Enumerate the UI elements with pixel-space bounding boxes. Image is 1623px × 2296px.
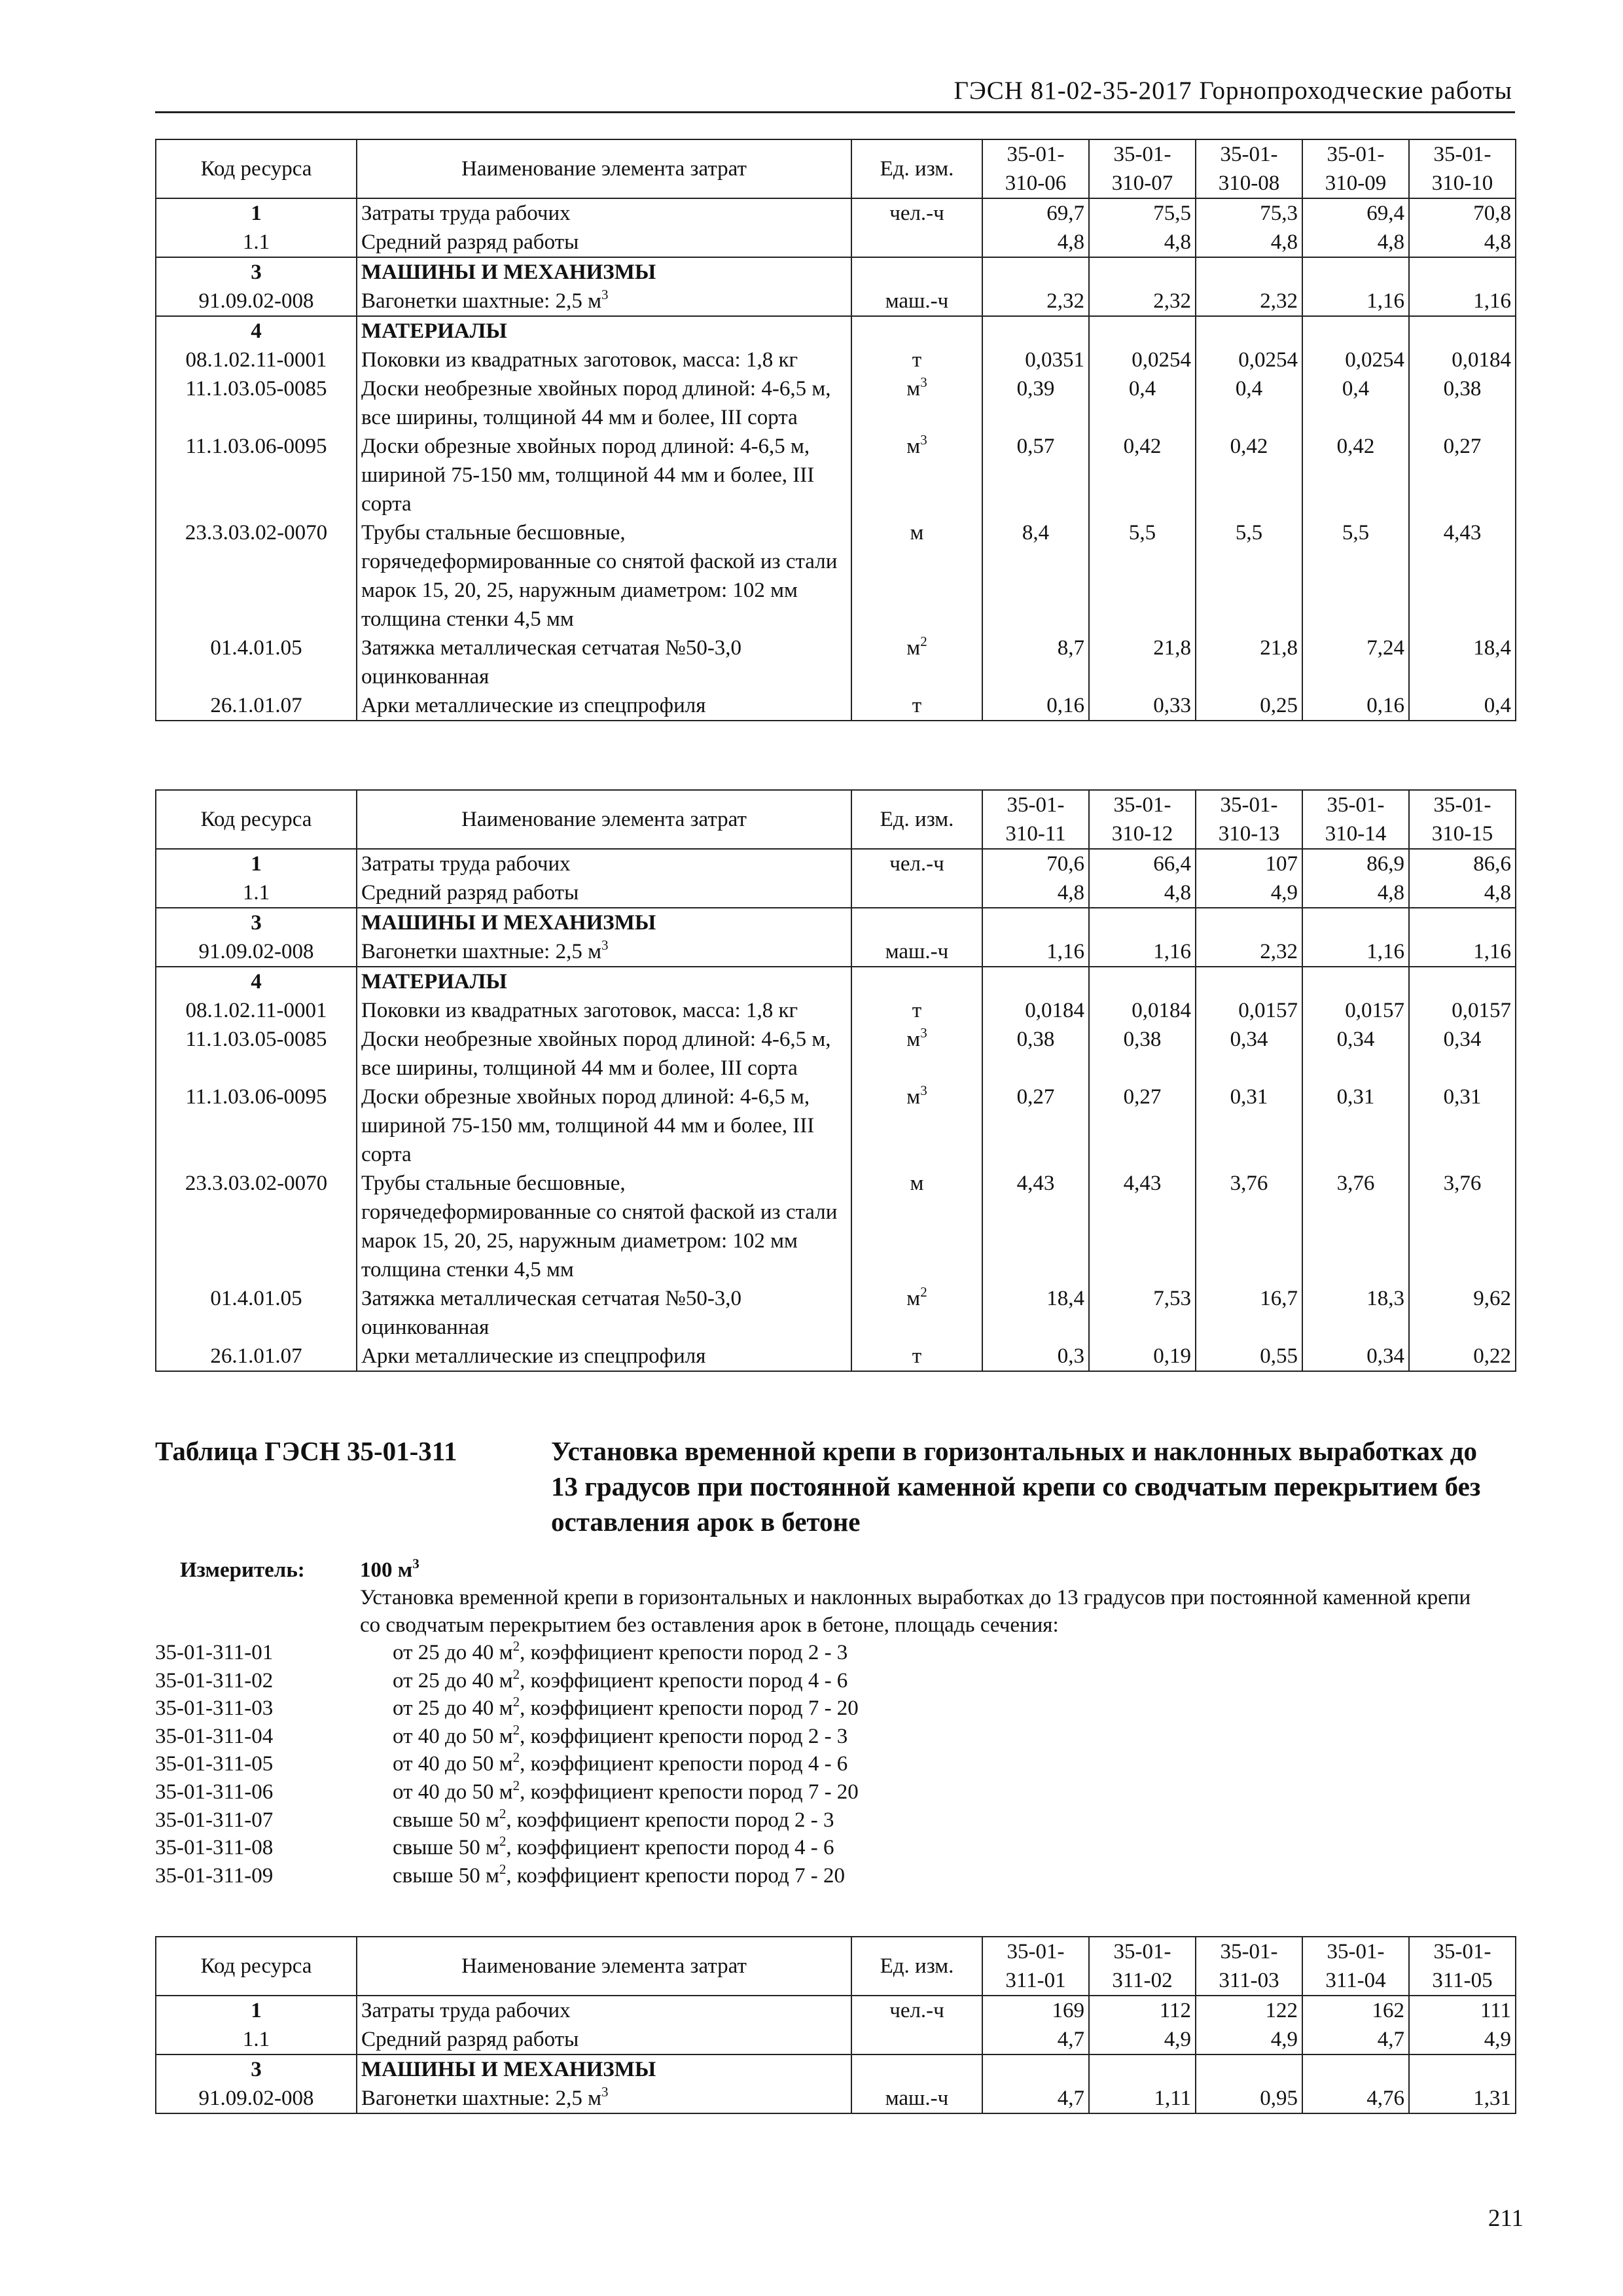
resource-name: Поковки из квадратных заготовок, масса: 1,8 кг xyxy=(357,346,851,374)
norm-value: 21,8 xyxy=(1196,634,1302,691)
norm-value: 4,8 xyxy=(1089,228,1196,257)
norm-value: 1,11 xyxy=(1089,2084,1196,2113)
norm-value: 4,7 xyxy=(982,2025,1089,2054)
header-norm-code: 35-01- 311-05 xyxy=(1409,1937,1516,1996)
variant-code: 35-01-311-02 xyxy=(155,1668,274,1693)
resource-code: 1 xyxy=(156,198,357,228)
norm-value: 0,38 xyxy=(1089,1025,1196,1083)
header-norm-code: 35-01- 310-09 xyxy=(1302,139,1409,198)
norm-value: 0,22 xyxy=(1409,1342,1516,1371)
norm-value: 3,76 xyxy=(1409,1169,1516,1284)
resource-unit: $м^3$ xyxy=(851,374,982,432)
resource-code: 26.1.01.07 xyxy=(156,691,357,721)
header-norm-code: 35-01- 310-11 xyxy=(982,790,1089,849)
norm-value: 0,38 xyxy=(982,1025,1089,1083)
resource-code: 11.1.03.06-0095 xyxy=(156,432,357,518)
resource-name: Затраты труда рабочих xyxy=(357,849,851,878)
norm-value xyxy=(1409,257,1516,287)
resource-code: 11.1.03.06-0095 xyxy=(156,1083,357,1169)
resource-unit xyxy=(851,228,982,257)
variant-text: от 40 до 50 $м^2$, коэффициент крепости пород 7 - 20 xyxy=(393,1778,859,1804)
norm-value: 8,7 xyxy=(982,634,1089,691)
norm-value xyxy=(982,967,1089,996)
header-norm-code: 35-01- 311-04 xyxy=(1302,1937,1409,1996)
variant-text: от 25 до 40 $м^2$, коэффициент крепости пород 4 - 6 xyxy=(393,1666,848,1693)
norm-value xyxy=(1409,2054,1516,2084)
table-row xyxy=(156,287,1516,316)
header-unit: Ед. изм. xyxy=(851,1937,982,1996)
resource-unit: чел.-ч xyxy=(851,849,982,878)
variant-row xyxy=(155,1778,1529,1806)
norm-value: 4,7 xyxy=(1302,2025,1409,2054)
header-norm-code: 35-01- 310-13 xyxy=(1196,790,1302,849)
norm-value xyxy=(982,316,1089,346)
norm-value: 2,32 xyxy=(1089,287,1196,316)
resource-code: 91.09.02-008 xyxy=(156,287,357,316)
resource-unit xyxy=(851,908,982,937)
header-code: Код ресурса xyxy=(156,139,357,198)
norm-value: 2,32 xyxy=(1196,287,1302,316)
norm-value xyxy=(1302,257,1409,287)
norm-value: 0,0351 xyxy=(982,346,1089,374)
norm-value: 0,25 xyxy=(1196,691,1302,721)
header-name: Наименование элемента затрат xyxy=(357,139,851,198)
resource-unit: $м^2$ xyxy=(851,634,982,691)
norm-value: 0,0157 xyxy=(1196,996,1302,1025)
resource-unit: чел.-ч xyxy=(851,1996,982,2025)
table-header-row xyxy=(156,1937,1516,1996)
norm-value: 75,3 xyxy=(1196,198,1302,228)
table-row xyxy=(156,374,1516,432)
norm-value: 0,33 xyxy=(1089,691,1196,721)
norm-value: 0,16 xyxy=(982,691,1089,721)
norm-value: 3,76 xyxy=(1302,1169,1409,1284)
norm-value: 2,32 xyxy=(1196,937,1302,967)
resource-code: 1.1 xyxy=(156,2025,357,2054)
header-norm-code: 35-01- 310-08 xyxy=(1196,139,1302,198)
norm-value: 1,16 xyxy=(1409,937,1516,967)
resource-code: 11.1.03.05-0085 xyxy=(156,374,357,432)
header-norm-code: 35-01- 310-07 xyxy=(1089,139,1196,198)
norm-value: 70,6 xyxy=(982,849,1089,878)
norm-value: 0,34 xyxy=(1409,1025,1516,1083)
resource-name: Средний разряд работы xyxy=(357,2025,851,2054)
norm-value: 8,4 xyxy=(982,518,1089,634)
norm-value: 5,5 xyxy=(1196,518,1302,634)
resource-unit: $м^2$ xyxy=(851,1284,982,1342)
norm-value xyxy=(1302,2054,1409,2084)
resource-unit: т xyxy=(851,346,982,374)
variant-row xyxy=(155,1723,1529,1750)
norm-value: 4,9 xyxy=(1196,878,1302,908)
norm-value xyxy=(1196,967,1302,996)
resource-code: 3 xyxy=(156,908,357,937)
resource-code: 01.4.01.05 xyxy=(156,634,357,691)
table-row xyxy=(156,228,1516,257)
norm-value xyxy=(1089,257,1196,287)
norm-table-310-11-15 xyxy=(155,789,1516,1372)
norm-value: 4,7 xyxy=(982,2084,1089,2113)
table-row xyxy=(156,2084,1516,2113)
resource-name: Вагонетки шахтные: 2,5 $м^3$ xyxy=(357,937,851,967)
table-row xyxy=(156,518,1516,634)
norm-value: 4,9 xyxy=(1196,2025,1302,2054)
header-norm-code: 35-01- 311-03 xyxy=(1196,1937,1302,1996)
variant-code: 35-01-311-07 xyxy=(155,1808,274,1832)
variant-code: 35-01-311-04 xyxy=(155,1724,274,1748)
norm-value: 112 xyxy=(1089,1996,1196,2025)
norm-value: 0,19 xyxy=(1089,1342,1196,1371)
norm-value: 0,42 xyxy=(1302,432,1409,518)
variant-code: 35-01-311-09 xyxy=(155,1863,274,1888)
header-norm-code: 35-01- 310-14 xyxy=(1302,790,1409,849)
resource-code: 1 xyxy=(156,849,357,878)
resource-name: Доски обрезные хвойных пород длиной: 4-6,5 м, шириной 75-150 мм, толщиной 44 мм и более, III сорта xyxy=(357,1083,851,1169)
measure-description: Установка временной крепи в горизонтальных и наклонных выработках до 13 градусов при постоянной каменной крепи со сводчатым перекрытием без оставления арок в бетоне, площадь сечения: xyxy=(360,1586,1471,1637)
resource-name: МАШИНЫ И МЕХАНИЗМЫ xyxy=(357,908,851,937)
norm-value: 111 xyxy=(1409,1996,1516,2025)
norm-value: 0,27 xyxy=(1089,1083,1196,1169)
measure-value: 100 $м^3$ xyxy=(360,1556,419,1582)
norm-value xyxy=(1302,908,1409,937)
norm-value: 18,3 xyxy=(1302,1284,1409,1342)
resource-code: 4 xyxy=(156,967,357,996)
norm-value: 0,0184 xyxy=(1089,996,1196,1025)
variant-row xyxy=(155,1862,1529,1890)
norm-value xyxy=(1089,2054,1196,2084)
variant-code: 35-01-311-06 xyxy=(155,1780,274,1804)
resource-name: Доски необрезные хвойных пород длиной: 4-6,5 м, все ширины, толщиной 44 мм и более, III сорта xyxy=(357,1025,851,1083)
norm-value: 86,6 xyxy=(1409,849,1516,878)
norm-value: 0,38 xyxy=(1409,374,1516,432)
norm-value: 0,31 xyxy=(1302,1083,1409,1169)
resource-name: Затяжка металлическая сетчатая №50-3,0 оцинкованная xyxy=(357,634,851,691)
norm-value xyxy=(1196,2054,1302,2084)
resource-code: 1 xyxy=(156,1996,357,2025)
norm-value: 2,32 xyxy=(982,287,1089,316)
running-header xyxy=(155,71,1515,113)
variant-text: от 40 до 50 $м^2$, коэффициент крепости пород 4 - 6 xyxy=(393,1749,848,1776)
resource-code: 91.09.02-008 xyxy=(156,2084,357,2113)
norm-value: 1,16 xyxy=(1302,287,1409,316)
resource-name: МАТЕРИАЛЫ xyxy=(357,316,851,346)
table-row xyxy=(156,1996,1516,2025)
variant-code: 35-01-311-03 xyxy=(155,1696,274,1721)
variant-row xyxy=(155,1750,1529,1778)
norm-value: 75,5 xyxy=(1089,198,1196,228)
norm-value: 0,16 xyxy=(1302,691,1409,721)
resource-name: Затяжка металлическая сетчатая №50-3,0 оцинкованная xyxy=(357,1284,851,1342)
resource-code: 91.09.02-008 xyxy=(156,937,357,967)
norm-value xyxy=(982,257,1089,287)
norm-table-311-01-05 xyxy=(155,1936,1516,2114)
resource-name: Доски необрезные хвойных пород длиной: 4-6,5 м, все ширины, толщиной 44 мм и более, III сорта xyxy=(357,374,851,432)
resource-code: 3 xyxy=(156,257,357,287)
resource-name: Поковки из квадратных заготовок, масса: 1,8 кг xyxy=(357,996,851,1025)
header-unit: Ед. изм. xyxy=(851,790,982,849)
resource-name: МАТЕРИАЛЫ xyxy=(357,967,851,996)
resource-unit: маш.-ч xyxy=(851,287,982,316)
resource-name: Вагонетки шахтные: 2,5 $м^3$ xyxy=(357,287,851,316)
norm-value: 0,0157 xyxy=(1409,996,1516,1025)
norm-value: 70,8 xyxy=(1409,198,1516,228)
resource-unit: чел.-ч xyxy=(851,198,982,228)
norm-value: 66,4 xyxy=(1089,849,1196,878)
header-title: ГЭСН 81-02-35-2017 Горнопроходческие работы xyxy=(954,77,1512,105)
norm-value: 0,0184 xyxy=(982,996,1089,1025)
norm-value: 4,8 xyxy=(1409,228,1516,257)
norm-value: 0,4 xyxy=(1196,374,1302,432)
resource-unit xyxy=(851,967,982,996)
header-name: Наименование элемента затрат xyxy=(357,1937,851,1996)
section-number: Таблица ГЭСН 35-01-311 xyxy=(155,1436,457,1466)
norm-value: 4,8 xyxy=(1302,878,1409,908)
resource-unit: т xyxy=(851,691,982,721)
table-row xyxy=(156,316,1516,346)
norm-value: 0,31 xyxy=(1196,1083,1302,1169)
table-row xyxy=(156,2054,1516,2084)
section-title: Установка временной крепи в горизонтальных и наклонных выработках до 13 градусов при постоянной каменной крепи со сводчатым перекрытием без оставления арок в бетоне xyxy=(551,1436,1481,1537)
resource-unit: м xyxy=(851,518,982,634)
norm-value: 0,95 xyxy=(1196,2084,1302,2113)
norm-value: 0,34 xyxy=(1196,1025,1302,1083)
norm-value: 0,55 xyxy=(1196,1342,1302,1371)
norm-value: 1,16 xyxy=(1089,937,1196,967)
norm-value: 0,0184 xyxy=(1409,346,1516,374)
resource-unit xyxy=(851,316,982,346)
header-norm-code: 35-01- 310-15 xyxy=(1409,790,1516,849)
resource-code: 23.3.03.02-0070 xyxy=(156,1169,357,1284)
variant-row xyxy=(155,1667,1529,1695)
norm-value: 1,31 xyxy=(1409,2084,1516,2113)
norm-value: 0,0254 xyxy=(1196,346,1302,374)
resource-unit: маш.-ч xyxy=(851,2084,982,2113)
norm-value: 4,43 xyxy=(1409,518,1516,634)
variant-row xyxy=(155,1834,1529,1861)
resource-code: 1.1 xyxy=(156,878,357,908)
resource-name: Затраты труда рабочих xyxy=(357,1996,851,2025)
resource-unit: м xyxy=(851,1169,982,1284)
norm-value: 1,16 xyxy=(1302,937,1409,967)
resource-unit xyxy=(851,878,982,908)
table-row xyxy=(156,2025,1516,2054)
norm-value: 0,31 xyxy=(1409,1083,1516,1169)
table-row xyxy=(156,432,1516,518)
resource-name: Арки металлические из спецпрофиля xyxy=(357,691,851,721)
table-row xyxy=(156,257,1516,287)
resource-name: Арки металлические из спецпрофиля xyxy=(357,1342,851,1371)
norm-value: 0,0254 xyxy=(1302,346,1409,374)
variant-row xyxy=(155,1639,1529,1666)
page-number: 211 xyxy=(1488,2205,1524,2232)
norm-value: 4,8 xyxy=(982,878,1089,908)
norm-value xyxy=(1089,316,1196,346)
variant-text: от 25 до 40 $м^2$, коэффициент крепости пород 7 - 20 xyxy=(393,1694,859,1721)
norm-value xyxy=(982,2054,1089,2084)
norm-value: 1,16 xyxy=(982,937,1089,967)
resource-code: 4 xyxy=(156,316,357,346)
resource-name: Доски обрезные хвойных пород длиной: 4-6,5 м, шириной 75-150 мм, толщиной 44 мм и более, III сорта xyxy=(357,432,851,518)
header-norm-code: 35-01- 311-01 xyxy=(982,1937,1089,1996)
norm-value xyxy=(1089,967,1196,996)
resource-unit: т xyxy=(851,1342,982,1371)
table-row xyxy=(156,346,1516,374)
norm-value: 4,8 xyxy=(1302,228,1409,257)
resource-code: 3 xyxy=(156,2054,357,2084)
variant-text: от 25 до 40 $м^2$, коэффициент крепости пород 2 - 3 xyxy=(393,1638,848,1664)
norm-value: 4,9 xyxy=(1089,2025,1196,2054)
norm-value: 4,9 xyxy=(1409,2025,1516,2054)
table-row xyxy=(156,937,1516,967)
norm-value: 0,4 xyxy=(1089,374,1196,432)
table-header-row xyxy=(156,139,1516,198)
variant-text: свыше 50 $м^2$, коэффициент крепости пород 2 - 3 xyxy=(393,1805,834,1832)
variant-row xyxy=(155,1695,1529,1722)
norm-value: 0,27 xyxy=(1409,432,1516,518)
variant-text: свыше 50 $м^2$, коэффициент крепости пород 4 - 6 xyxy=(393,1833,834,1860)
table-row xyxy=(156,1083,1516,1169)
norm-value xyxy=(982,908,1089,937)
resource-unit: $м^3$ xyxy=(851,1083,982,1169)
norm-value xyxy=(1196,257,1302,287)
norm-value xyxy=(1409,316,1516,346)
norm-value: 162 xyxy=(1302,1996,1409,2025)
norm-value: 0,57 xyxy=(982,432,1089,518)
norm-value: 18,4 xyxy=(1409,634,1516,691)
table-row xyxy=(156,967,1516,996)
norm-value: 0,4 xyxy=(1409,691,1516,721)
header-norm-code: 35-01- 310-12 xyxy=(1089,790,1196,849)
resource-name: МАШИНЫ И МЕХАНИЗМЫ xyxy=(357,257,851,287)
table-row xyxy=(156,1025,1516,1083)
variant-code: 35-01-311-01 xyxy=(155,1641,274,1664)
table-header-row xyxy=(156,790,1516,849)
table-row xyxy=(156,198,1516,228)
norm-value: 69,4 xyxy=(1302,198,1409,228)
measure-label: Измеритель: xyxy=(180,1558,305,1582)
norm-value: 169 xyxy=(982,1996,1089,2025)
table-row xyxy=(156,691,1516,721)
norm-value: 0,42 xyxy=(1196,432,1302,518)
norm-value: 86,9 xyxy=(1302,849,1409,878)
header-norm-code: 35-01- 310-06 xyxy=(982,139,1089,198)
norm-value: 4,76 xyxy=(1302,2084,1409,2113)
table-row xyxy=(156,996,1516,1025)
resource-unit xyxy=(851,2025,982,2054)
norm-value xyxy=(1196,908,1302,937)
header-norm-code: 35-01- 310-10 xyxy=(1409,139,1516,198)
variant-row xyxy=(155,1806,1529,1834)
table-row xyxy=(156,1342,1516,1371)
resource-code: 23.3.03.02-0070 xyxy=(156,518,357,634)
resource-unit: маш.-ч xyxy=(851,937,982,967)
table-row xyxy=(156,908,1516,937)
variant-code: 35-01-311-08 xyxy=(155,1836,274,1860)
norm-value: 4,8 xyxy=(1409,878,1516,908)
norm-value: 0,34 xyxy=(1302,1342,1409,1371)
header-code: Код ресурса xyxy=(156,1937,357,1996)
table-row xyxy=(156,1284,1516,1342)
norm-value: 0,3 xyxy=(982,1342,1089,1371)
resource-name: Трубы стальные бесшовные, горячедеформированные со снятой фаской из стали марок 15, 20, 25, наружным диаметром: 102 мм толщина стенки 4,5 мм xyxy=(357,518,851,634)
norm-value: 122 xyxy=(1196,1996,1302,2025)
resource-code: 11.1.03.05-0085 xyxy=(156,1025,357,1083)
resource-name: МАШИНЫ И МЕХАНИЗМЫ xyxy=(357,2054,851,2084)
resource-code: 01.4.01.05 xyxy=(156,1284,357,1342)
norm-value xyxy=(1409,908,1516,937)
norm-value: 16,7 xyxy=(1196,1284,1302,1342)
norm-value: 4,8 xyxy=(1196,228,1302,257)
table-row xyxy=(156,878,1516,908)
table-row xyxy=(156,1169,1516,1284)
norm-value: 5,5 xyxy=(1302,518,1409,634)
norm-value: 3,76 xyxy=(1196,1169,1302,1284)
resource-code: 1.1 xyxy=(156,228,357,257)
resource-unit: т xyxy=(851,996,982,1025)
resource-name: Средний разряд работы xyxy=(357,228,851,257)
header-unit: Ед. изм. xyxy=(851,139,982,198)
header-norm-code: 35-01- 311-02 xyxy=(1089,1937,1196,1996)
variant-code: 35-01-311-05 xyxy=(155,1752,274,1776)
norm-value: 0,42 xyxy=(1089,432,1196,518)
norm-value: 4,43 xyxy=(1089,1169,1196,1284)
resource-name: Затраты труда рабочих xyxy=(357,198,851,228)
resource-name: Средний разряд работы xyxy=(357,878,851,908)
norm-value: 1,16 xyxy=(1409,287,1516,316)
resource-code: 08.1.02.11-0001 xyxy=(156,996,357,1025)
norm-value: 0,4 xyxy=(1302,374,1409,432)
resource-code: 26.1.01.07 xyxy=(156,1342,357,1371)
norm-value: 21,8 xyxy=(1089,634,1196,691)
norm-value: 18,4 xyxy=(982,1284,1089,1342)
norm-value xyxy=(1089,908,1196,937)
norm-value xyxy=(1302,967,1409,996)
norm-value xyxy=(1302,316,1409,346)
norm-value: 0,0157 xyxy=(1302,996,1409,1025)
norm-value: 0,34 xyxy=(1302,1025,1409,1083)
resource-unit: $м^3$ xyxy=(851,1025,982,1083)
norm-value: 5,5 xyxy=(1089,518,1196,634)
norm-value: 107 xyxy=(1196,849,1302,878)
norm-value: 9,62 xyxy=(1409,1284,1516,1342)
norm-value: 7,53 xyxy=(1089,1284,1196,1342)
norm-value xyxy=(1409,967,1516,996)
resource-code: 08.1.02.11-0001 xyxy=(156,346,357,374)
header-code: Код ресурса xyxy=(156,790,357,849)
norm-value: 0,39 xyxy=(982,374,1089,432)
resource-unit xyxy=(851,257,982,287)
norm-value: 0,27 xyxy=(982,1083,1089,1169)
resource-name: Вагонетки шахтные: 2,5 $м^3$ xyxy=(357,2084,851,2113)
table-row xyxy=(156,849,1516,878)
resource-name: Трубы стальные бесшовные, горячедеформированные со снятой фаской из стали марок 15, 20, 25, наружным диаметром: 102 мм толщина стенки 4,5 мм xyxy=(357,1169,851,1284)
resource-unit: $м^3$ xyxy=(851,432,982,518)
norm-value: 7,24 xyxy=(1302,634,1409,691)
norm-value: 4,8 xyxy=(1089,878,1196,908)
norm-value xyxy=(1196,316,1302,346)
variant-text: от 40 до 50 $м^2$, коэффициент крепости пород 2 - 3 xyxy=(393,1721,848,1748)
table-row xyxy=(156,634,1516,691)
header-name: Наименование элемента затрат xyxy=(357,790,851,849)
norm-value: 4,43 xyxy=(982,1169,1089,1284)
norm-value: 4,8 xyxy=(982,228,1089,257)
resource-unit xyxy=(851,2054,982,2084)
norm-value: 0,0254 xyxy=(1089,346,1196,374)
norm-value: 69,7 xyxy=(982,198,1089,228)
variant-text: свыше 50 $м^2$, коэффициент крепости пород 7 - 20 xyxy=(393,1861,845,1888)
norm-table-310-06-10 xyxy=(155,139,1516,721)
